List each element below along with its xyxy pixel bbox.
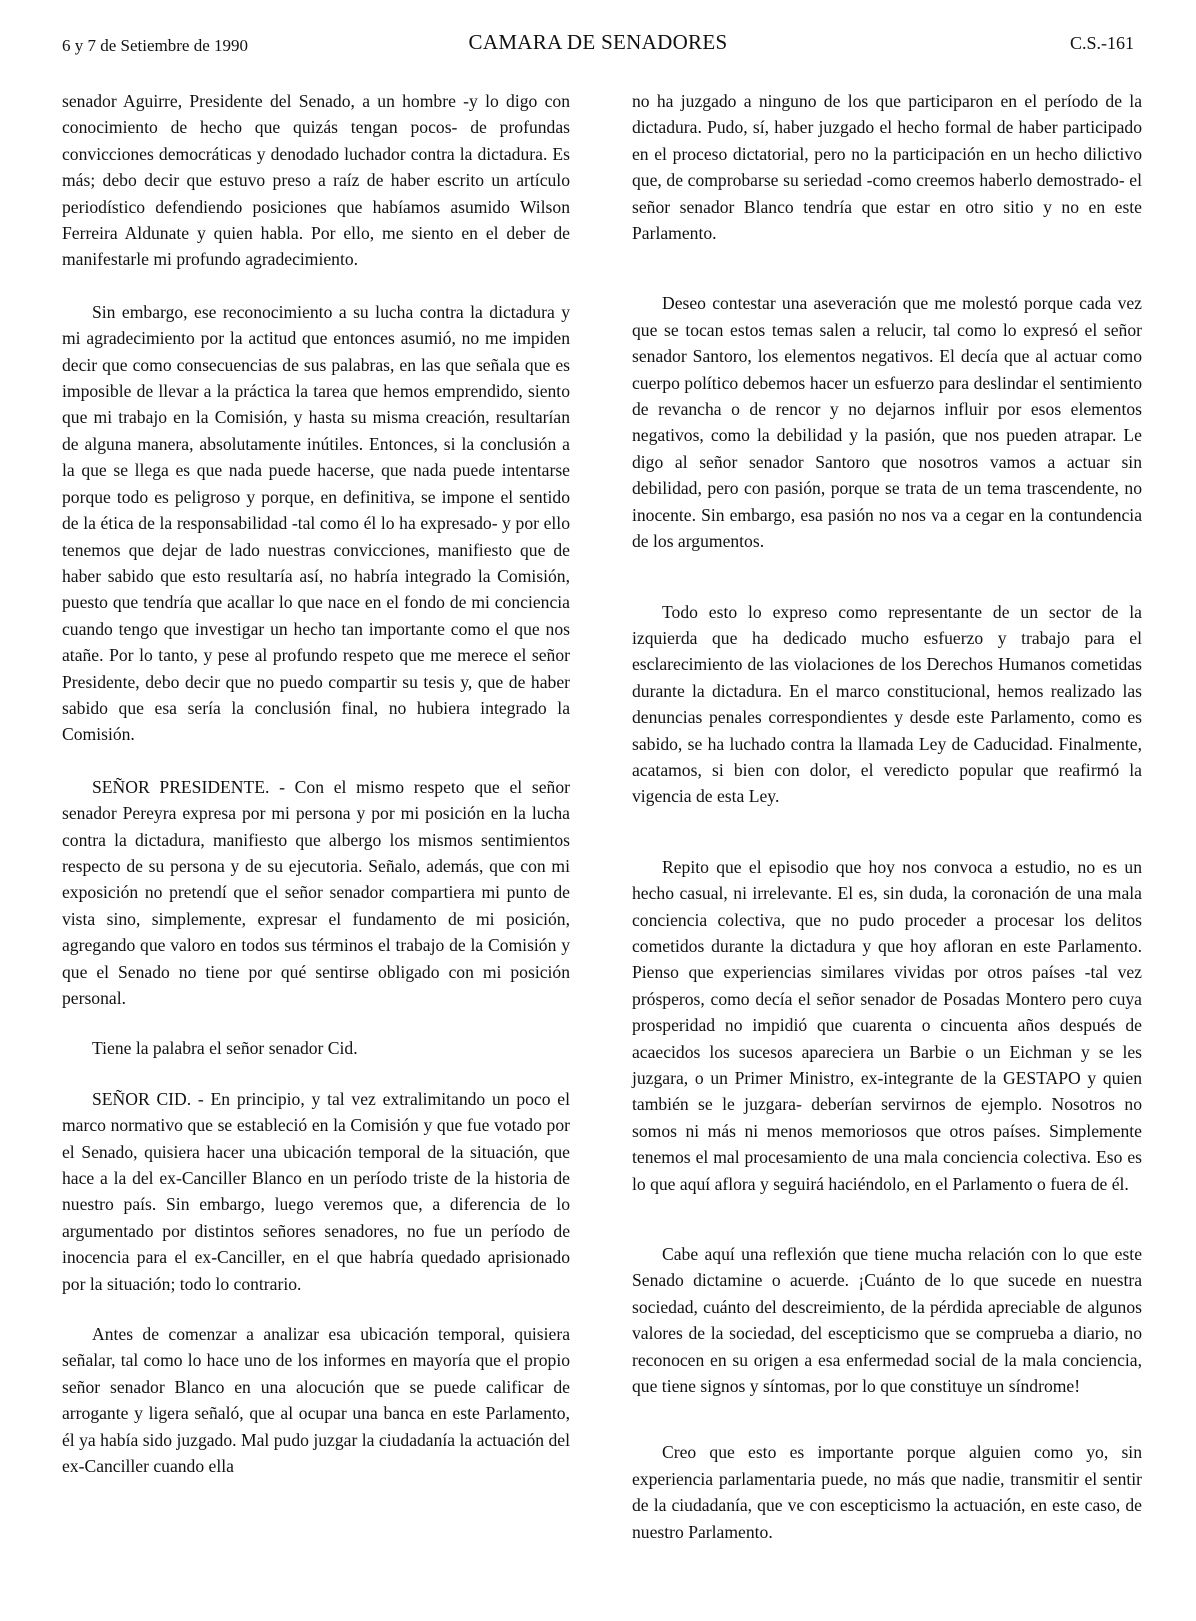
paragraph: Tiene la palabra el señor senador Cid. [92,1038,358,1059]
right-column [632,88,1142,1545]
paragraph: senador Aguirre, Presidente del Senado, a un hombre -y lo digo con conocimiento de hecho que quizás tengan pocos- de profundas convicciones democráticas y denodado luchador contra la dictadura. Es más; debo decir que estuvo preso a raíz de haber escrito un artículo periodístico defendiendo posiciones que habíamos asumido Wilson Ferreira Aldunate y quien habla. Por ello, me siento en el deber de manifestarle mi profundo agradecimiento. [62,91,570,270]
paragraph: Antes de comenzar a analizar esa ubicación temporal, quisiera señalar, tal como lo hace uno de los informes en mayoría que el propio señor senador Blanco en una alocución que se puede calificar de arrogante y ligera señaló, que al ocupar una banca en este Parlamento, él ya había sido juzgado. Mal pudo juzgar la ciudadanía la actuación del ex-Canciller cuando ella [62,1324,570,1477]
paragraph: Creo que esto es importante porque alguien como yo, sin experiencia parlamentaria puede, no más que nadie, transmitir el sentir de la ciudadanía, que ve con escepticismo la actuación, en este caso, de nuestro Parlamento. [632,1442,1142,1542]
paragraph: Sin embargo, ese reconocimiento a su lucha contra la dictadura y mi agradecimiento por la actitud que entonces asumió, no me impiden decir que como consecuencias de sus palabras, en las que señala que es imposible de llevar a la práctica la tarea que hemos emprendido, siento que mi trabajo en la Comisión, y hasta su misma creación, resultarían de alguna manera, absolutamente inútiles. Entonces, si la conclusión a la que se llega es que nada puede hacerse, que nada puede intentarse porque todo es peligroso y porque, en definitiva, se impone el sentido de la ética de la responsabilidad -tal como él lo ha expresado- y por ello tenemos que dejar de lado nuestras convicciones, manifiesto que de haber sabido que esto resultaría así, no habría integrado la Comisión, puesto que tendría que acallar lo que nace en el fondo de mi conciencia cuando tengo que investigar un hecho tan importante como el que nos atañe. Por lo tanto, y pese al profundo respeto que me merece el señor Presidente, debo decir que no puedo compartir su tesis y, que de haber sabido que esa sería la conclusión final, no hubiera integrado la Comisión. [62,301,570,745]
header-date: 6 y 7 de Setiembre de 1990 [62,36,249,55]
paragraph: no ha juzgado a ninguno de los que participaron en el período de la dictadura. Pudo, sí, haber juzgado el hecho formal de haber participado en el proceso dictatorial, pero no la participación en un hecho dilictivo que, de comprobarse su seriedad -como creemos haberlo demostrado- el señor senador Blanco tendría que estar en otro sitio y no en este Parlamento. [632,91,1142,244]
paragraph: Todo esto lo expreso como representante de un sector de la izquierda que ha dedicado mucho esfuerzo y trabajo para el esclarecimiento de las violaciones de los Derechos Humanos cometidas durante la dictadura. En el marco constitucional, hemos realizado las denuncias penales correspondientes y desde este Parlamento, como es sabido, se ha luchado contra la llamada Ley de Caducidad. Finalmente, acatamos, si bien con dolor, el veredicto popular que reafirmó la vigencia de esta Ley. [632,601,1142,807]
paragraph: Repito que el episodio que hoy nos convoca a estudio, no es un hecho casual, ni irrelevante. El es, sin duda, la coronación de una mala conciencia colectiva, que no pudo proceder a procesar los delitos cometidos durante la dictadura y que hoy afloran en este Parlamento. Pienso que experiencias similares vividas por otros países -tal vez prósperos, como decía el señor senador de Posadas Montero pero cuya prosperidad no impidió que cuarenta o cincuenta años después de acaecidos los sucesos apareciera un Barbie o un Eichman y se les juzgara, o un Primer Ministro, ex-integrante de la GESTAPO y quien también se le juzgara- deberían servirnos de ejemplo. Nosotros no somos ni más ni menos memoriosos que otros países. Simplemente tenemos el mal procesamiento de una mala conciencia colectiva. Eso es lo que aquí aflora y seguirá haciéndolo, en el Parlamento o fuera de él. [632,856,1142,1194]
page-header [62,30,1134,60]
paragraph: SEÑOR PRESIDENTE. - Con el mismo respeto que el señor senador Pereyra expresa por mi persona y por mi posición en la lucha contra la dictadura, manifiesto que albergo los mismos sentimientos respecto de su persona y de su ejecutoria. Señalo, además, que con mi exposición no pretendí que el señor senador compartiera mi punto de vista sino, simplemente, expresar el fundamento de mi posición, agregando que valoro en todos sus términos el trabajo de la Comisión y que el Senado no tiene por qué sentirse obligado con mi posición personal. [62,776,570,1008]
left-column [62,88,570,1480]
paragraph: Cabe aquí una reflexión que tiene mucha relación con lo que este Senado dictamine o acuerde. ¡Cuánto de lo que sucede en nuestra sociedad, cuánto del descreimiento, de la pérdida apreciable de algunos valores de la sociedad, del escepticismo que se comprueba a diario, no reconocen en su origen a esa enfermedad social de la mala conciencia, que tiene signos y síntomas, por lo que constituye un síndrome! [632,1244,1142,1397]
header-title: CAMARA DE SENADORES [468,30,728,54]
header-page-ref: C.S.-161 [1069,33,1134,53]
paragraph: Deseo contestar una aseveración que me molestó porque cada vez que se tocan estos temas salen a relucir, tal como lo expresó el señor senador Santoro, los elementos negativos. El decía que al actuar como cuerpo político debemos hacer un esfuerzo para deslindar el sentimiento de revancha o de rencor y no dejarnos influir por esos elementos negativos, como la debilidad y la pasión, que nos pueden atrapar. Le digo al señor senador Santoro que nosotros vamos a actuar sin debilidad, pero con pasión, porque se trata de un tema trascendente, no inocente. Sin embargo, esa pasión no nos va a cegar en la contundencia de los argumentos. [632,293,1142,552]
paragraph: SEÑOR CID. - En principio, y tal vez extralimitando un poco el marco normativo que se estableció en la Comisión y que fue votado por el Senado, quisiera hacer una ubicación temporal de la situación, que hace a la del ex-Canciller Blanco en un período triste de la historia de nuestro país. Sin embargo, luego veremos que, a diferencia de lo argumentado por distintos señores senadores, no fue un período de inocencia para el ex-Canciller, en el que habría quedado aprisionado por la situación; todo lo contrario. [62,1088,570,1294]
